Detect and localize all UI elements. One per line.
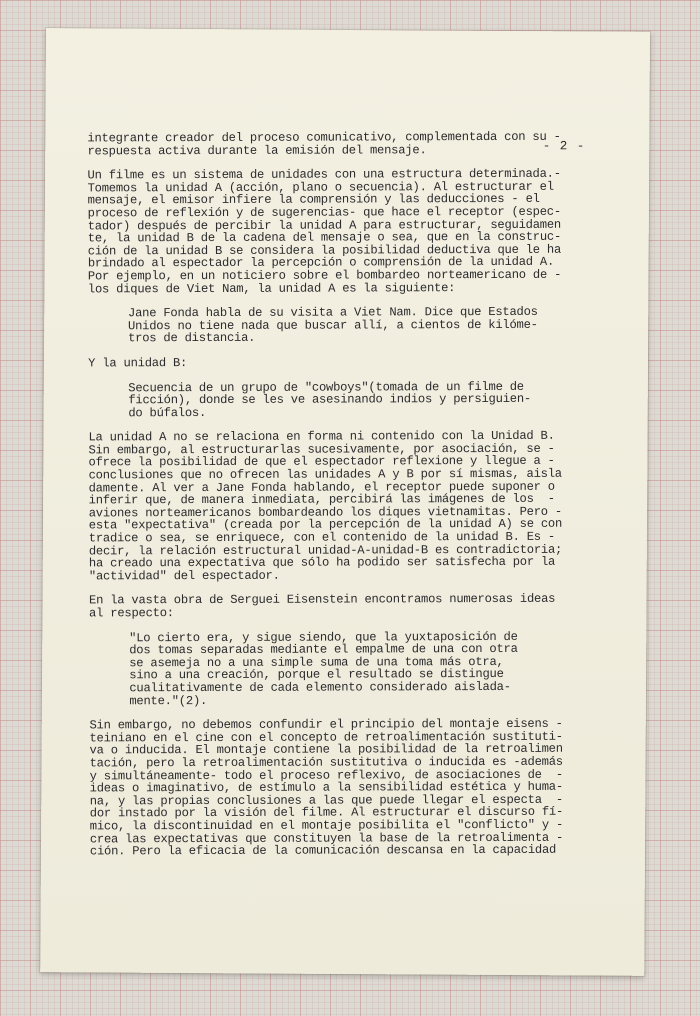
- text-line: mensaje, el emisor infiere la comprensión y las deducciones - el: [87, 192, 540, 208]
- text-line: ideas o imaginativo, de estímulo a la sensibilidad estética y huma-: [89, 779, 563, 796]
- text-line: dor instado por la visión del filme. Al estructurar el discurso fí-: [89, 805, 564, 821]
- text-line: los diques de Viet Nam, la unidad A es la siguiente:: [87, 280, 456, 296]
- text-line: Sin embargo, al estructurarlas sucesivamente, por asociación, se -: [88, 441, 555, 458]
- text-line: ha creado una expectativa que sólo ha podido ser satisfecha por la: [88, 554, 556, 571]
- page-number: - 2 -: [542, 139, 586, 154]
- text-line: ofrece la posibilidad de que el espectador reflexione y llegue a -: [88, 454, 555, 470]
- text-line: Unidos no tiene nada que buscar allí, a cientos de kilóme-: [128, 317, 538, 333]
- text-line: cualitativamente de cada elemento considerado aislada-: [129, 679, 511, 696]
- block-quote: [129, 630, 617, 707]
- text-line: damente. Al ver a Jane Fonda hablando, el receptor puede suponer o: [88, 479, 555, 496]
- text-line: respuesta activa durante la emisión del mensaje.: [87, 142, 427, 159]
- text-line: brindado al espectador la percepción o comprensión de la unidad A.: [87, 255, 555, 271]
- text-line: inferir que, de manera inmediata, percibirá las imágenes de los -: [88, 492, 555, 508]
- text-line: do búfalos.: [128, 405, 207, 420]
- text-line: na, y las propias conclusiones a las que puede llegar el especta -: [89, 792, 564, 809]
- text-line: La unidad A no se relaciona en forma ni contenido con la Unidad B.: [88, 429, 555, 445]
- text-line: esta "expectativa" (creada por la percepción de la unidad A) se con: [88, 517, 563, 533]
- text-line: Sin embargo, no debemos confundir el principio del montaje eisens -: [89, 716, 563, 733]
- text-line: decir, la relación estructural unidad-A-unidad-B es contradictoria;: [88, 542, 563, 559]
- text-line: tros de distancia.: [128, 331, 256, 346]
- text-line: "Lo cierto era, y sigue siendo, que la yuxtaposición de: [129, 629, 518, 645]
- paragraph: [87, 168, 615, 296]
- text-line: va o inducida. El montaje contiene la posibilidad de la retroalimen: [89, 742, 563, 758]
- text-line: Por ejemplo, en un noticiero sobre el bombardeo norteamericano de -: [87, 267, 562, 284]
- text-line: y simultáneamente- todo el proceso reflexivo, de asociaciones de -: [89, 767, 563, 783]
- text-line: Jane Fonda habla de su visita a Viet Nam. Dice que Estados: [127, 304, 538, 321]
- text-line: crea las expectativas que constituyen la base de la retroalimenta -: [89, 830, 564, 846]
- paragraph: [88, 355, 616, 369]
- text-line: tación, pero la retroalimentación sustitutiva o inducida es -además: [89, 754, 563, 771]
- typed-text-body: [87, 131, 618, 871]
- text-line: mente."(2).: [129, 693, 208, 708]
- text-line: "actividad" del espectador.: [88, 568, 280, 584]
- text-line: En la vasta obra de Serguei Eisenstein encontramos numerosas ideas: [88, 592, 556, 608]
- text-line: Un filme es un sistema de unidades con una estructura determinada.-: [87, 166, 561, 183]
- text-line: ficción), donde se les ve asesinando indios y persiguien-: [128, 391, 531, 408]
- text-line: integrante creador del proceso comunicativo, complementada con su -: [87, 129, 561, 146]
- text-line: Secuencia de un grupo de "cowboys"(tomada de un filme de: [128, 379, 524, 395]
- text-line: conclusiones que no ofrecen las unidades A y B por sí mismas, aisla: [88, 466, 562, 483]
- text-line: ción de la unidad B se considera la posibilidad deductiva que le ha: [87, 242, 562, 259]
- text-line: mico, la discontinuidad en el montaje posibilita el "conflicto" y -: [89, 817, 564, 834]
- paragraph: [89, 718, 617, 858]
- block-quote: [128, 380, 616, 419]
- paragraph: [88, 430, 617, 583]
- paragraph: [87, 131, 615, 158]
- text-line: Tomemos la unidad A (acción, plano o secuencia). Al estructurar el: [87, 179, 554, 196]
- text-line: Y la unidad B:: [88, 355, 188, 371]
- text-line: proceso de reflexión y de sugerencias- que hace el receptor (espec-: [87, 204, 561, 221]
- text-line: tador) después de percibir la unidad A para estructurar, seguidamen: [87, 217, 561, 233]
- text-line: teiniano en el cine con el concepto de retroalimentación sustituti-: [89, 729, 563, 746]
- text-line: al respecto:: [89, 606, 174, 621]
- text-line: tradice o sea, se enriquece, con el contenido de la unidad B. Es -: [88, 529, 556, 546]
- text-line: dos tomas separadas mediante el empalme de una con otra: [129, 642, 518, 658]
- text-line: te, la unidad B de la cadena del mensaje o sea, que en la construc-: [87, 229, 562, 246]
- paper-sheet: [40, 28, 650, 976]
- block-quote: [128, 306, 616, 345]
- text-line: ción. Pero la eficacia de la comunicación descansa en la capacidad: [89, 842, 557, 859]
- text-line: sino a una creación, porque el resultado se distingue: [129, 667, 504, 683]
- text-line: aviones norteamericanos bombardeando los diques vietnamitas. Pero -: [88, 504, 563, 521]
- paragraph: [89, 593, 617, 620]
- text-line: se asemeja no a una simple suma de una toma más otra,: [129, 654, 504, 671]
